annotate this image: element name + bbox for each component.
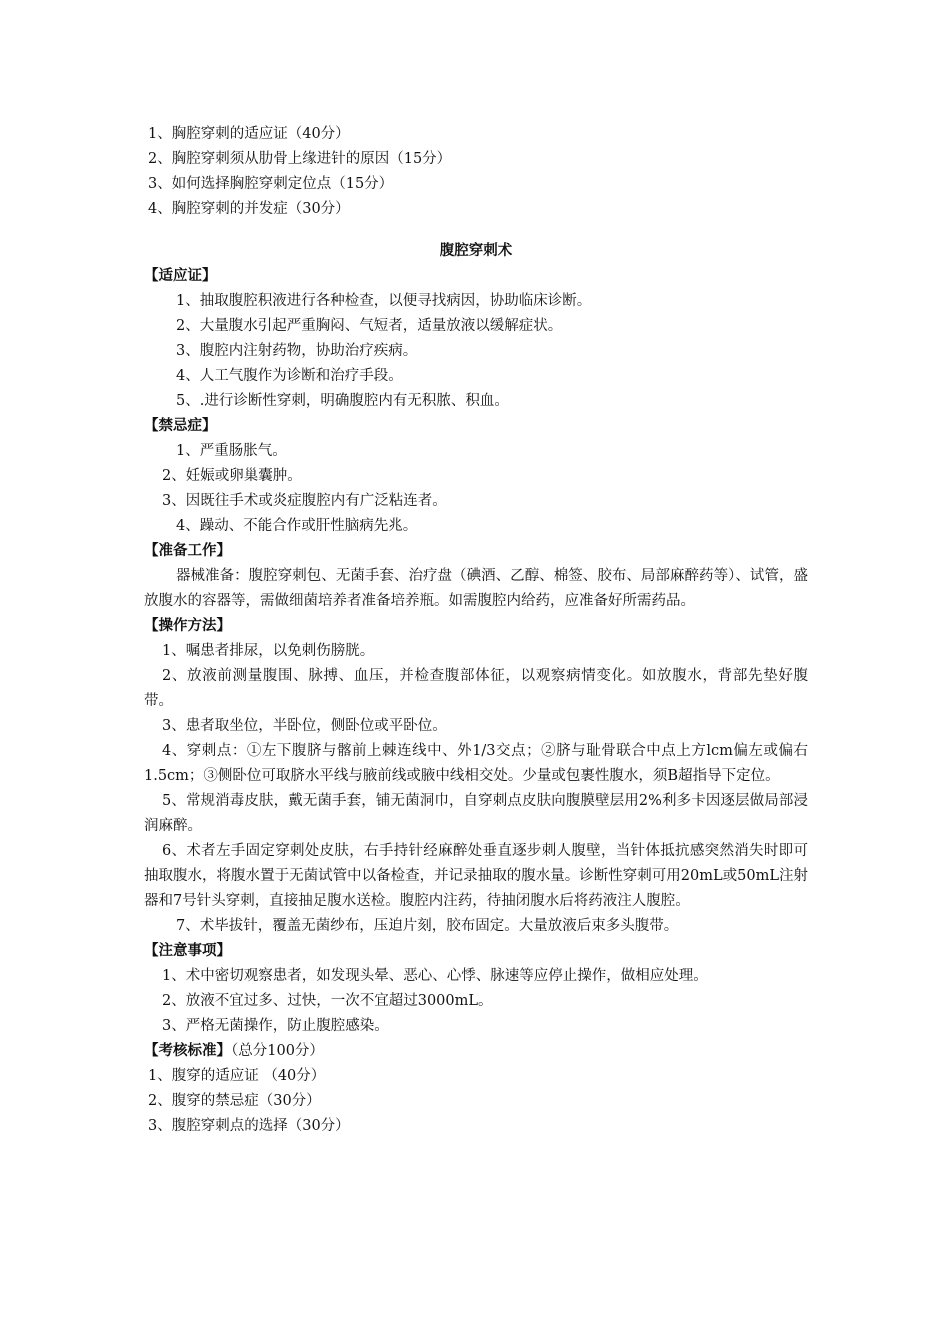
indications-section <box>144 264 808 414</box>
list-item: 2、妊娠或卵巢囊肿。 <box>162 468 302 484</box>
list-item: 3、严格无菌操作，防止腹腔感染。 <box>162 1018 389 1034</box>
list-item: 3、如何选择胸腔穿刺定位点（15分） <box>148 176 394 192</box>
list-item: 3、因既往手术或炎症腹腔内有广泛粘连者。 <box>162 493 447 509</box>
list-item: 4、穿刺点：①左下腹脐与髂前上棘连线中、外1/3交点；②脐与耻骨联合中点上方lcm偏左或偏右1.5cm；③侧卧位可取脐水平线与腋前线或腋中线相交处。少量或包裹性腹水，须B超指导下定位。 <box>144 743 808 784</box>
list-item: 1、术中密切观察患者，如发现头晕、恶心、心悸、脉速等应停止操作，做相应处理。 <box>162 968 708 984</box>
list-item: 2、腹穿的禁忌症（30分） <box>148 1093 321 1109</box>
assessment-total-note: （总分100分） <box>231 1043 324 1059</box>
indications-heading: 【适应证】 <box>144 268 217 284</box>
list-item: 2、放液前测量腹围、脉搏、血压，并检查腹部体征，以观察病情变化。如放腹水，背部先垫好腹带。 <box>144 668 808 709</box>
list-item: 2、大量腹水引起严重胸闷、气短者，适量放液以缓解症状。 <box>176 318 563 334</box>
list-item: 6、术者左手固定穿刺处皮肤，右手持针经麻醉处垂直逐步刺人腹壁，当针体抵抗感突然消失时即可抽取腹水，将腹水置于无菌试管中以备检查，并记录抽取的腹水量。诊断性穿刺可用20mL或50mL注射器和7号针头穿刺，直接抽足腹水送检。腹腔内注药，待抽闭腹水后将药液注人腹腔。 <box>144 843 808 909</box>
contraindications-section <box>144 414 808 539</box>
document-page <box>144 122 808 1139</box>
list-item: 1、严重肠胀气。 <box>176 443 287 459</box>
list-item: 1、腹穿的适应证 （40分） <box>148 1068 326 1084</box>
assessment-section <box>144 1039 808 1139</box>
list-item: 5、常规消毒皮肤，戴无菌手套，铺无菌洞巾，自穿刺点皮肤向腹膜壁层用2%利多卡因逐层做局部浸润麻醉。 <box>144 793 808 834</box>
assessment-heading-label: 【考核标准】 <box>144 1043 231 1059</box>
list-item: 3、患者取坐位，半卧位，侧卧位或平卧位。 <box>162 718 447 734</box>
method-heading: 【操作方法】 <box>144 618 231 634</box>
list-item: 1、抽取腹腔积液进行各种检查，以便寻找病因，协助临床诊断。 <box>176 293 592 309</box>
section-title: 腹腔穿刺术 <box>439 243 513 259</box>
list-item: 4、人工气腹作为诊断和治疗手段。 <box>176 368 403 384</box>
method-section <box>144 614 808 939</box>
list-item: 5、.进行诊断性穿刺，明确腹腔内有无积脓、积血。 <box>176 393 509 409</box>
precautions-heading: 【注意事项】 <box>144 943 231 959</box>
contraindications-heading: 【禁忌症】 <box>144 418 217 434</box>
list-item: 4、躁动、不能合作或肝性脑病先兆。 <box>176 518 418 534</box>
list-item: 7、术毕拔针，覆盖无菌纱布，压迫片刻，胶布固定。大量放液后束多头腹带。 <box>176 918 679 934</box>
preparation-text: 器械准备：腹腔穿刺包、无菌手套、治疗盘（碘酒、乙醇、棉签、胶布、局部麻醉药等）、试管，盛放腹水的容器等，需做细菌培养者准备培养瓶。如需腹腔内给药，应准备好所需药品。 <box>144 568 808 609</box>
list-item: 1、胸腔穿刺的适应证（40分） <box>148 126 350 142</box>
list-item: 3、腹腔穿刺点的选择（30分） <box>148 1118 350 1134</box>
precautions-section <box>144 939 808 1039</box>
list-item: 4、胸腔穿刺的并发症（30分） <box>148 201 350 217</box>
preparation-section <box>144 539 808 614</box>
chest-puncture-assessment-list <box>144 122 808 222</box>
list-item: 1、嘱患者排尿，以免刺伤膀胱。 <box>162 643 375 659</box>
list-item: 2、放液不宜过多、过快，一次不宜超过3000mL。 <box>162 993 493 1009</box>
preparation-heading: 【准备工作】 <box>144 543 231 559</box>
assessment-heading <box>144 1039 808 1064</box>
list-item: 3、腹腔内注射药物，协助治疗疾病。 <box>176 343 418 359</box>
list-item: 2、胸腔穿刺须从肋骨上缘进针的原因（15分） <box>148 151 452 167</box>
